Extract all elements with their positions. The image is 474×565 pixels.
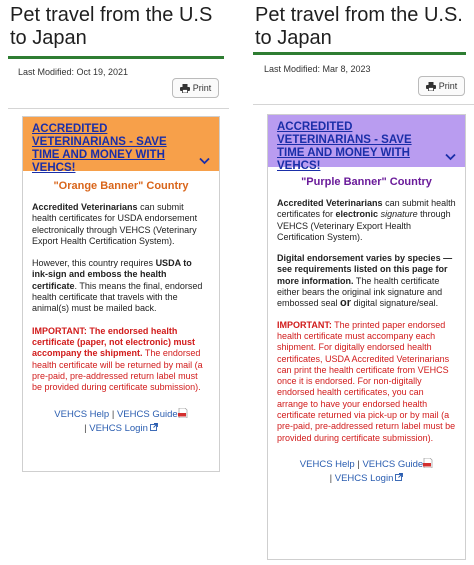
link-separator: | [329,472,333,484]
vehcs-links [32,408,210,436]
p1-rest: can submit health certificates for USDA endorsement electronically through VEHCS (Veterinary Export Health Certification System). [32,202,198,246]
print-button[interactable] [172,78,219,98]
last-modified: Last Modified: Mar 8, 2023 [264,64,371,74]
printer-icon [426,82,436,91]
important-notice [277,320,456,444]
vehcs-login-link[interactable]: VEHCS Login [334,472,394,484]
page-title-line2: to Japan [255,27,332,49]
link-separator: | [357,458,360,470]
header-divider [253,104,474,105]
page-title-line1: Pet travel from the U.S. [255,4,463,26]
p2-a: The health certificate either bears the original ink signature and embossed seal [277,275,443,309]
p1-bold2: electronic [335,209,379,220]
vehcs-links [277,458,456,486]
info-paragraph-2 [277,253,456,309]
last-modified: Last Modified: Oct 19, 2021 [18,67,129,77]
banner-country-label: "Purple Banner" Country [301,176,432,188]
info-paragraph-1 [277,198,456,243]
vehcs-guide-link[interactable]: VEHCS Guide [116,409,178,421]
right-panel [245,0,474,565]
printer-icon [180,84,190,93]
p2-b: . This means the final, endorsed health certificate that travels with the animal(s) must be mailed back. [32,280,203,314]
vehcs-card [267,114,466,560]
p1-italic: signature [380,209,418,220]
print-label: Print [192,83,212,93]
page-title [255,4,463,50]
p1-b: through VEHCS (Veterinary Export Health Certification System). [277,209,451,242]
page-title-line1: Pet travel from the U.S [10,4,213,26]
page-title-line2: to Japan [10,27,87,49]
chevron-down-icon[interactable] [199,157,210,165]
p3-bold: IMPORTANT: The endorsed health certificate (paper, not electronic) must accompany the shipment. [32,325,196,359]
link-separator: | [84,423,87,435]
p3-bold: IMPORTANT: [277,319,332,330]
vehcs-banner-link[interactable]: ACCREDITED VETERINARIANS - SAVE TIME AND MONEY WITH VEHCS! [277,121,412,172]
print-label: Print [438,81,458,91]
banner-country-label: "Orange Banner" Country [53,180,189,192]
p3-rest: The printed paper endorsed health certificate must accompany each shipment. For digitally endorsed health certificates, USDA Accredited Veterinarians can print the health certificate from VEHCS once it is endorsed. For non-digitally endorsed health certificates, you can arrange to have your endorsed health certificate returned via pick-up or by mail (a pre-paid, pre-addressed return label must be provided during certificate submission). [277,319,456,443]
title-underline [253,52,466,55]
page-title [10,4,212,50]
header-divider [8,108,229,109]
important-notice [32,326,210,394]
pdf-icon[interactable] [423,458,433,468]
p2-b: digital signature/seal. [351,298,439,309]
vehcs-login-link[interactable]: VEHCS Login [89,423,148,435]
external-link-icon[interactable] [150,423,158,431]
print-button[interactable] [418,76,465,96]
p3-rest: The endorsed health certificate will be returned by mail (a pre-paid, pre-addressed return label must be provided during certificate submission). [32,348,203,393]
title-underline [8,56,224,59]
link-separator: | [111,409,115,421]
p2-a: However, this country requires [32,258,156,269]
vehcs-help-link[interactable]: VEHCS Help [54,409,110,421]
p2-or: or [340,297,352,310]
vehcs-banner-link[interactable]: ACCREDITED VETERINARIANS - SAVE TIME AND MONEY WITH VEHCS! [32,123,167,174]
vehcs-help-link[interactable]: VEHCS Help [299,458,355,470]
p2-bold: Digital endorsement varies by species — see requirements listed on this page for more information. [277,253,453,286]
chevron-down-icon[interactable] [445,153,456,161]
p1-bold: Accredited Veterinarians [32,202,138,212]
p1-a: can submit health certificates for [277,198,456,220]
external-link-icon[interactable] [395,473,403,481]
vehcs-banner[interactable] [23,117,219,174]
p2-bold: USDA to ink-sign and emboss the health certificate [32,258,192,291]
info-paragraph-2 [32,258,210,314]
vehcs-banner[interactable] [268,115,465,172]
vehcs-card [22,116,220,472]
info-paragraph-1 [32,202,210,247]
pdf-icon[interactable] [178,408,188,418]
p1-bold: Accredited Veterinarians [277,198,383,208]
vehcs-guide-link[interactable]: VEHCS Guide [362,458,424,470]
